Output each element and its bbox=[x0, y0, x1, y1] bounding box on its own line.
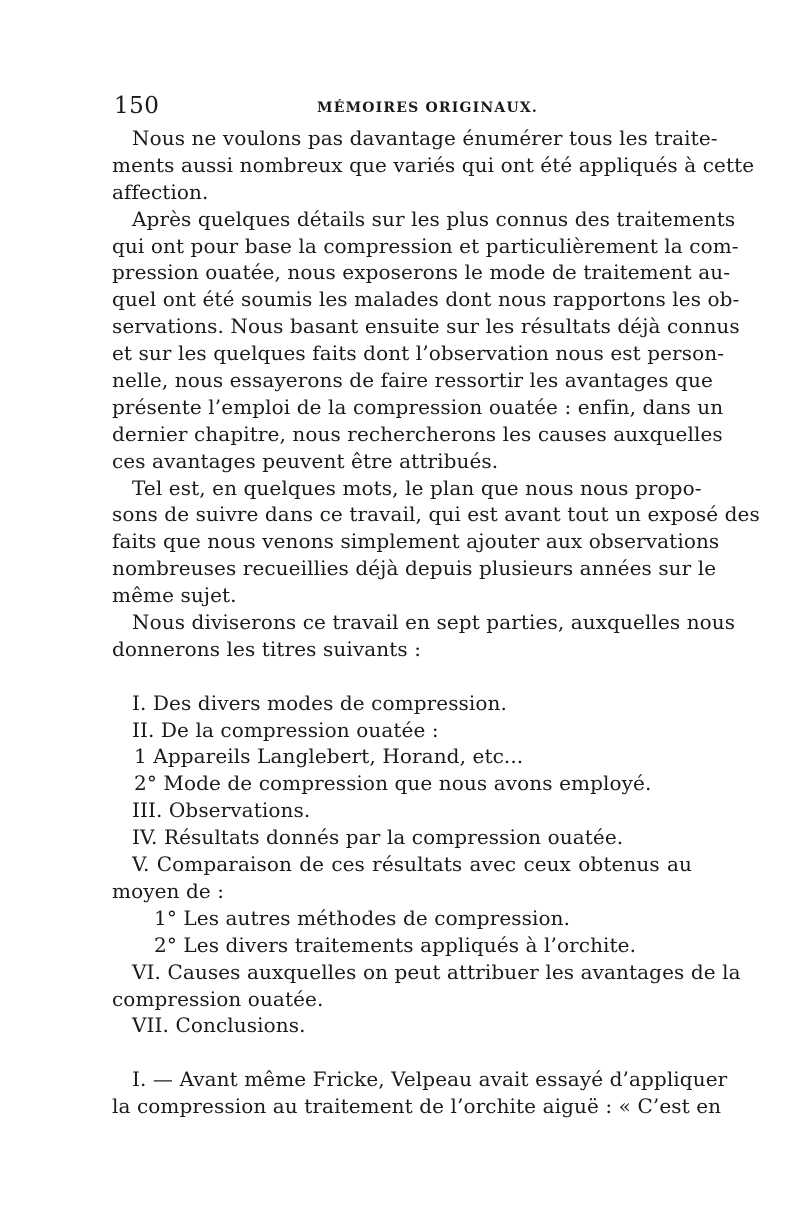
outline-item: II. De la compression ouatée : bbox=[132, 717, 439, 742]
outline-item-continuation: compression ouatée. bbox=[112, 986, 324, 1011]
text-line: affection. bbox=[112, 179, 209, 204]
text-line: même sujet. bbox=[112, 583, 237, 608]
text-line: faits que nous venons simplement ajouter aux observations bbox=[112, 529, 720, 554]
outline-subitem: 2° Les divers traitements appliqués à l’orchite. bbox=[154, 932, 637, 957]
outline-subitem: 2° Mode de compression que nous avons employé. bbox=[134, 771, 652, 796]
text-line: et sur les quelques faits dont l’observation nous est person- bbox=[112, 341, 725, 366]
spacer bbox=[112, 1039, 692, 1066]
text-line: Tel est, en quelques mots, le plan que nous nous propo- bbox=[132, 475, 702, 500]
paragraph-1 bbox=[112, 125, 755, 206]
outline-item: VI. Causes auxquelles on peut attribuer les avantages de la bbox=[132, 959, 741, 984]
paragraph-4 bbox=[112, 609, 736, 663]
text-line: I. — Avant même Fricke, Velpeau avait essayé d’appliquer bbox=[132, 1067, 728, 1092]
text-line: ments aussi nombreux que variés qui ont été appliqués à cette bbox=[112, 152, 755, 177]
text-line: Après quelques détails sur les plus connus des traitements bbox=[132, 206, 736, 231]
page-body bbox=[112, 125, 760, 1120]
page-number: 150 bbox=[114, 93, 160, 119]
paragraph-2 bbox=[112, 206, 740, 475]
text-line: Nous ne voulons pas davantage énumérer tous les traite- bbox=[132, 126, 718, 150]
text-line: sons de suivre dans ce travail, qui est avant tout un exposé des bbox=[112, 502, 760, 527]
spacer bbox=[112, 663, 692, 690]
outline-item-continuation: moyen de : bbox=[112, 878, 225, 903]
text-line: servations. Nous basant ensuite sur les résultats déjà connus bbox=[112, 314, 740, 339]
text-line: quel ont été soumis les malades dont nous rapportons les ob- bbox=[112, 287, 740, 312]
paragraph-3 bbox=[112, 475, 760, 609]
outline-subitem: 1° Les autres méthodes de compression. bbox=[154, 905, 571, 930]
outline-item: I. Des divers modes de compression. bbox=[132, 690, 507, 715]
text-line: dernier chapitre, nous rechercherons les causes auxquelles bbox=[112, 421, 723, 446]
text-line: Nous diviserons ce travail en sept parties, auxquelles nous bbox=[132, 610, 736, 635]
text-line: pression ouatée, nous exposerons le mode de traitement au- bbox=[112, 260, 731, 285]
page-header bbox=[112, 93, 692, 123]
running-title: MÉMOIRES ORIGINAUX. bbox=[317, 100, 538, 116]
outline-item: III. Observations. bbox=[132, 798, 311, 823]
text-line: ces avantages peuvent être attribués. bbox=[112, 448, 499, 473]
outline-list bbox=[112, 690, 741, 1040]
text-line: qui ont pour base la compression et particulièrement la com- bbox=[112, 233, 739, 258]
paragraph-5 bbox=[112, 1066, 728, 1120]
outline-item: V. Comparaison de ces résultats avec ceux obtenus au bbox=[132, 852, 692, 877]
outline-item: IV. Résultats donnés par la compression ouatée. bbox=[132, 825, 624, 850]
text-line: donnerons les titres suivants : bbox=[112, 636, 422, 661]
outline-item: VII. Conclusions. bbox=[132, 1013, 306, 1038]
text-line: nombreuses recueillies déjà depuis plusieurs années sur le bbox=[112, 556, 717, 581]
text-line: présente l’emploi de la compression ouatée : enfin, dans un bbox=[112, 394, 724, 419]
text-line: nelle, nous essayerons de faire ressortir les avantages que bbox=[112, 368, 713, 393]
text-line: la compression au traitement de l’orchite aiguë : « C’est en bbox=[112, 1094, 722, 1119]
outline-subitem: 1 Appareils Langlebert, Horand, etc... bbox=[134, 744, 524, 769]
